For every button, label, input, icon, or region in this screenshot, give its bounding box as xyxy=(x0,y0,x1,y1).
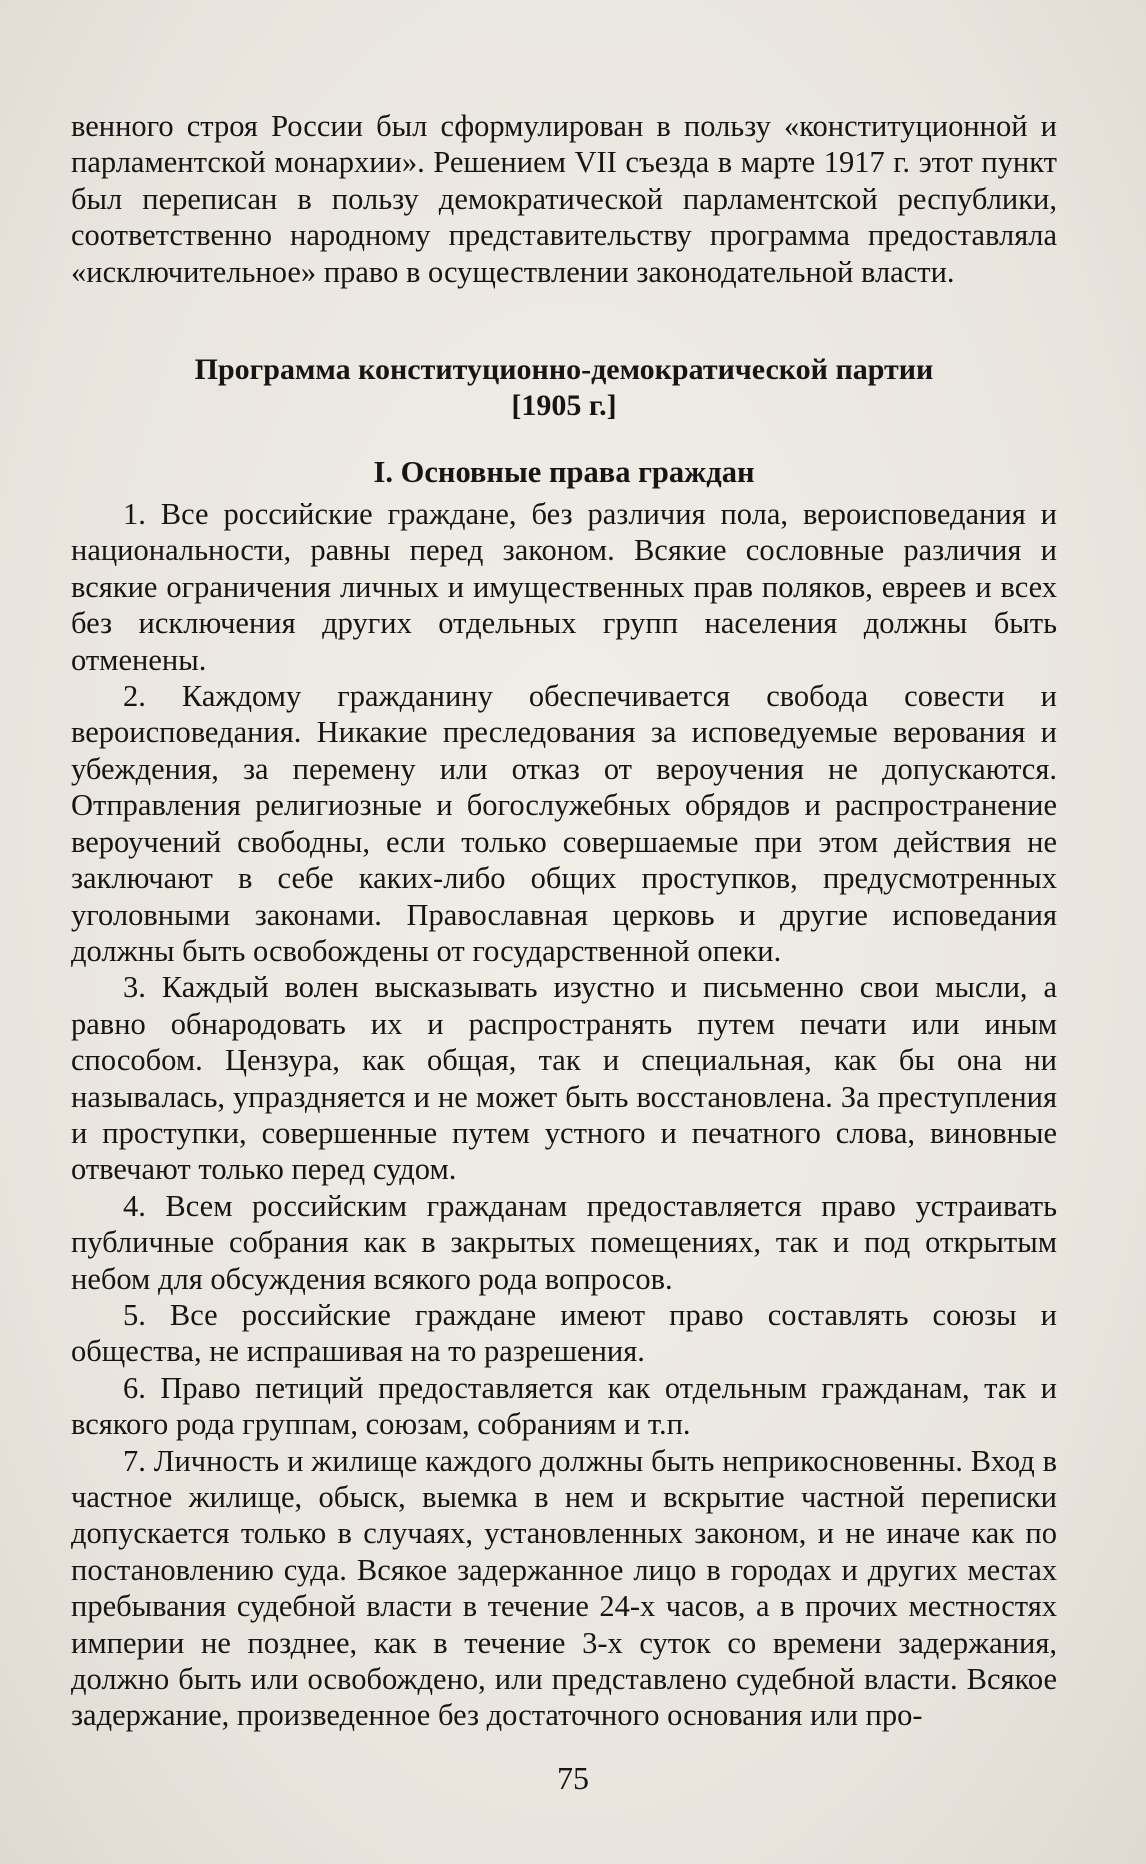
article-paragraph-4: 4. Всем российским гражданам предоставляется право устраивать публичные собрания как в закрытых помещениях, так и под открытым небом для обсуждения всякого рода вопросов. xyxy=(71,1188,1057,1296)
article-paragraph-6: 6. Право петиций предоставляется как отдельным гражданам, так и всякого рода группам, союзам, собраниям и т.п. xyxy=(71,1370,1057,1442)
article-paragraph-5: 5. Все российские граждане имеют право составлять союзы и общества, не испрашивая на то разрешения. xyxy=(71,1297,1057,1369)
article-paragraph-7: 7. Личность и жилище каждого должны быть неприкосновенны. Вход в частное жилище, обыск, выемка в нем и вскрытие частной переписки допускается только в случаях, установленных законом, и не иначе как по постановлению суда. Всякое задержанное лицо в городах и других местах пребывания судебной власти в течение 24-х часов, а в прочих местностях империи не позднее, как в течение 3-х суток со времени задержания, должно быть или освобождено, или представлено судебной власти. Всякое задержание, произведенное без достаточного основания или про- xyxy=(71,1443,1057,1733)
program-heading xyxy=(71,352,1057,424)
section-title: I. Основные права граждан xyxy=(373,455,755,490)
heading-line-title: Программа конституционно-демократической партии xyxy=(194,353,934,387)
article-paragraph-2: 2. Каждому гражданину обеспечивается свобода совести и вероисповедания. Никакие преследования за исповедуемые верования и убеждения, за перемену или отказ от вероучения не допускаются. Отправления религиозные и богослужебных обрядов и распространение вероучений свободны, если только совершаемые при этом действия не заключают в себе каких-либо общих проступков, предусмотренных уголовными законами. Православная церковь и другие исповедания должны быть освобождены от государственной опеки. xyxy=(71,679,1057,968)
page-number: 75 xyxy=(557,1760,589,1796)
article-paragraph-1: 1. Все российские граждане, без различия пола, вероисповедания и национальности, равны перед законом. Всякие сословные различия и всякие ограничения личных и имущественных прав поляков, евреев и всех без исключения других отдельных групп населения должны быть отменены. xyxy=(71,497,1057,677)
lead-paragraph: венного строя России был сформулирован в пользу «конституционной и парламентской монархии». Решением VII съезда в марте 1917 г. этот пункт был переписан в пользу демократической парламентской республики, соответственно народному представительству программа предоставляла «исключительное» право в осуществлении законодательной власти. xyxy=(71,109,1057,289)
text-block xyxy=(71,108,1057,1734)
article-paragraph-3: 3. Каждый волен высказывать изустно и письменно свои мысли, а равно обнародовать их и распространять путем печати или иным способом. Цензура, как общая, так и специальная, как бы она ни называлась, упраздняется и не может быть восстановлена. За преступления и проступки, совершенные путем устного и печатного слова, виновные отвечают только перед судом. xyxy=(71,970,1057,1187)
heading-line-year: [1905 г.] xyxy=(511,389,617,423)
